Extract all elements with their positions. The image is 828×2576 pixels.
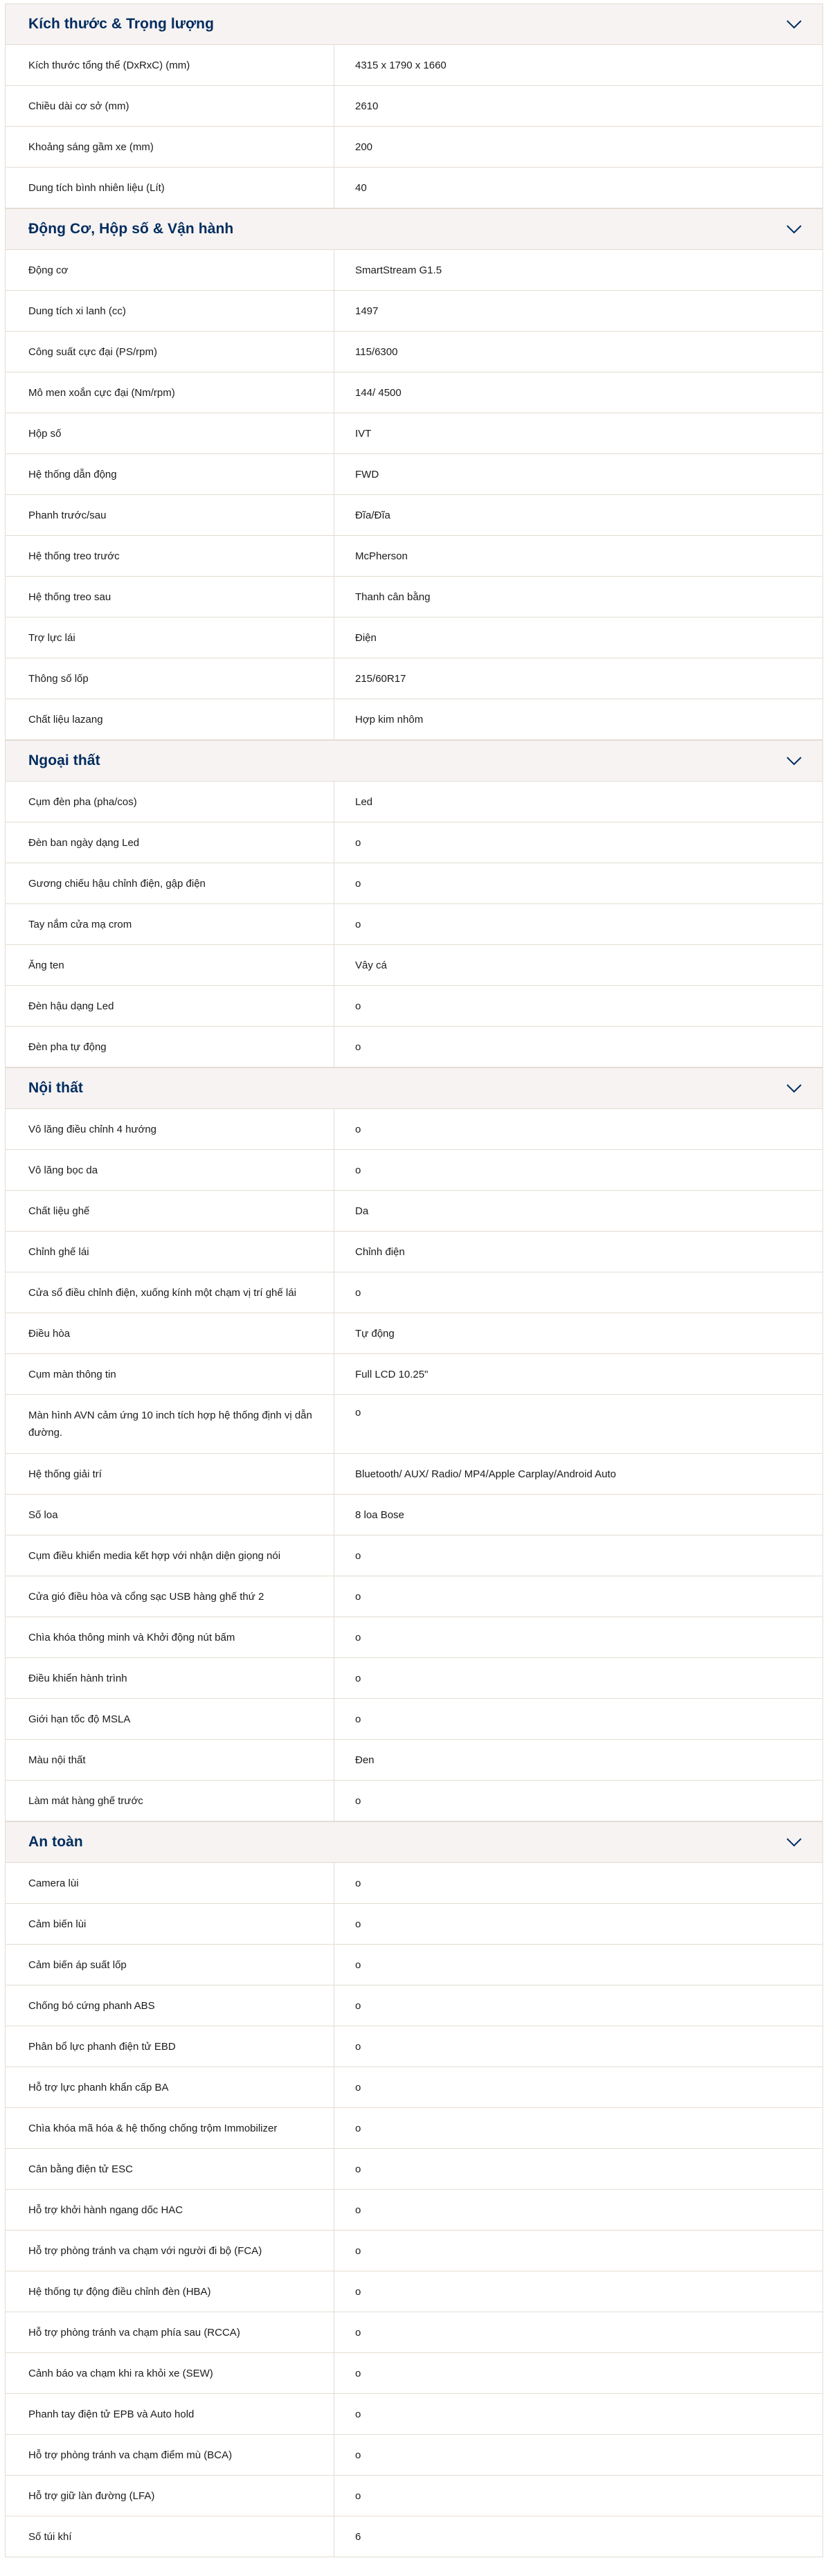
spec-value: o [355,2326,361,2339]
spec-row [6,1232,822,1272]
spec-label: Cửa gió điều hòa và cổng sạc USB hàng ghế thứ 2 [6,1576,334,1616]
spec-row [6,127,822,168]
spec-value: Đen [355,1754,375,1766]
spec-value: IVT [355,427,372,440]
spec-label: Cảnh báo va chạm khi ra khỏi xe (SEW) [6,2353,334,2393]
spec-value: o [355,2489,361,2502]
spec-row [6,1150,822,1191]
spec-row [6,2026,822,2067]
spec-label: Công suất cực đại (PS/rpm) [6,332,334,372]
spec-value: o [355,1549,361,1562]
spec-label: Hỗ trợ phòng tránh va chạm với người đi bộ (FCA) [6,2231,334,2271]
spec-value: o [355,2040,361,2053]
spec-label: Ăng ten [6,945,334,985]
specifications-table [5,3,823,2557]
spec-value: o [355,1958,361,1971]
spec-label: Camera lùi [6,1863,334,1903]
spec-value: Led [355,795,373,808]
spec-row [6,536,822,577]
spec-label: Phanh trước/sau [6,495,334,535]
section-header-toggle[interactable] [6,3,822,45]
spec-row [6,658,822,699]
spec-value: o [355,1407,361,1418]
spec-row [6,2435,822,2476]
spec-row [6,2516,822,2557]
spec-value: o [355,2163,361,2175]
chevron-down-icon[interactable] [785,755,803,766]
spec-row [6,1985,822,2026]
spec-row [6,1454,822,1495]
spec-label: Số túi khí [6,2516,334,2557]
spec-label: Cảm biến lùi [6,1904,334,1944]
spec-value: Hợp kim nhôm [355,713,424,726]
spec-row [6,332,822,372]
spec-row [6,291,822,332]
spec-row [6,454,822,495]
spec-label: Chất liệu ghế [6,1191,334,1231]
spec-label: Hệ thống tự động điều chỉnh đèn (HBA) [6,2271,334,2312]
spec-label: Số loa [6,1495,334,1535]
spec-label: Điều hòa [6,1313,334,1353]
spec-row [6,2067,822,2108]
spec-value: o [355,836,361,849]
spec-label: Cụm đèn pha (pha/cos) [6,782,334,822]
spec-label: Điều khiển hành trình [6,1658,334,1698]
spec-row [6,1863,822,1904]
spec-label: Vô lăng bọc da [6,1150,334,1190]
spec-row [6,2271,822,2312]
spec-row [6,2476,822,2516]
spec-label: Chỉnh ghế lái [6,1232,334,1272]
spec-row [6,1740,822,1781]
spec-row [6,1313,822,1354]
spec-value: o [355,1631,361,1643]
spec-row [6,1904,822,1945]
spec-label: Gương chiếu hậu chỉnh điện, gập điện [6,863,334,903]
spec-section [5,208,823,740]
spec-row [6,945,822,986]
spec-value: Chỉnh điện [355,1245,405,1258]
spec-section [5,1821,823,2557]
spec-label: Cụm màn thông tin [6,1354,334,1394]
spec-value: Da [355,1205,369,1217]
spec-row [6,1699,822,1740]
spec-row [6,2108,822,2149]
spec-row [6,863,822,904]
spec-value: o [355,1000,361,1012]
spec-label: Hỗ trợ khởi hành ngang dốc HAC [6,2190,334,2230]
spec-value: 1497 [355,305,379,317]
spec-value: o [355,2408,361,2420]
spec-row [6,45,822,86]
spec-value: Đĩa/Đĩa [355,509,390,521]
spec-value: 215/60R17 [355,672,406,685]
spec-row [6,86,822,127]
spec-label: Mô men xoắn cực đại (Nm/rpm) [6,372,334,413]
spec-label: Phanh tay điện tử EPB và Auto hold [6,2394,334,2434]
spec-row [6,1109,822,1150]
spec-label: Chống bó cứng phanh ABS [6,1985,334,2026]
spec-label: Hỗ trợ giữ làn đường (LFA) [6,2476,334,2516]
spec-label: Hệ thống dẫn động [6,454,334,494]
spec-row [6,1395,822,1454]
spec-value: 8 loa Bose [355,1508,404,1521]
spec-value: Vây cá [355,959,387,971]
spec-label: Trợ lực lái [6,618,334,658]
section-header-toggle[interactable] [6,208,822,250]
section-title: Động Cơ, Hộp số & Vận hành [28,221,234,237]
spec-row [6,782,822,822]
spec-value: o [355,2204,361,2216]
spec-row [6,2231,822,2271]
spec-label: Vô lăng điều chỉnh 4 hướng [6,1109,334,1149]
spec-row [6,618,822,658]
spec-value: FWD [355,468,379,480]
spec-value: o [355,877,361,890]
spec-section [5,3,823,208]
spec-value: 2610 [355,100,379,112]
chevron-down-icon[interactable] [785,19,803,30]
spec-label: Cụm điều khiển media kết hợp với nhận diện giọng nói [6,1535,334,1576]
spec-row [6,1495,822,1535]
section-header-toggle[interactable] [6,1068,822,1109]
spec-row [6,413,822,454]
spec-value: o [355,2122,361,2134]
spec-value: o [355,1164,361,1176]
chevron-down-icon[interactable] [785,1083,803,1094]
spec-value: o [355,1877,361,1889]
spec-value: o [355,1672,361,1684]
spec-row [6,168,822,208]
spec-value: SmartStream G1.5 [355,264,442,276]
spec-value: o [355,2449,361,2461]
spec-label: Chiều dài cơ sở (mm) [6,86,334,126]
spec-label: Hỗ trợ phòng tránh va chạm phía sau (RCCA) [6,2312,334,2352]
spec-label: Màn hình AVN cảm ứng 10 inch tích hợp hệ thống định vị dẫn đường. [6,1395,334,1453]
spec-row [6,904,822,945]
spec-value: o [355,2081,361,2093]
spec-label: Động cơ [6,250,334,290]
spec-row [6,1272,822,1313]
spec-label: Hệ thống treo trước [6,536,334,576]
spec-label: Làm mát hàng ghế trước [6,1781,334,1821]
spec-row [6,2312,822,2353]
spec-value: o [355,1123,361,1135]
spec-row [6,1027,822,1068]
spec-label: Màu nội thất [6,1740,334,1780]
spec-value: 6 [355,2530,361,2543]
spec-value: Tự động [355,1327,395,1340]
spec-value: Full LCD 10.25" [355,1368,429,1380]
spec-row [6,1781,822,1821]
spec-row [6,1658,822,1699]
spec-value: o [355,2244,361,2257]
spec-value: o [355,1713,361,1725]
section-title: Ngoại thất [28,753,100,768]
spec-row [6,577,822,618]
spec-label: Cân bằng điện tử ESC [6,2149,334,2189]
spec-value: o [355,1286,361,1299]
section-title: Nội thất [28,1080,83,1096]
spec-row [6,2149,822,2190]
spec-row [6,372,822,413]
spec-row [6,1617,822,1658]
spec-value: o [355,918,361,930]
spec-label: Chất liệu lazang [6,699,334,739]
spec-row [6,1191,822,1232]
spec-value: o [355,1590,361,1603]
spec-row [6,1535,822,1576]
spec-value: Thanh cân bằng [355,591,431,603]
section-header-toggle[interactable] [6,1821,822,1863]
spec-row [6,2353,822,2394]
spec-row [6,986,822,1027]
spec-row [6,2190,822,2231]
section-title: Kích thước & Trọng lượng [28,16,214,32]
spec-label: Cảm biến áp suất lốp [6,1945,334,1985]
spec-label: Dung tích bình nhiên liệu (Lít) [6,168,334,208]
spec-label: Đèn pha tự động [6,1027,334,1067]
spec-label: Hộp số [6,413,334,453]
spec-value: McPherson [355,550,408,562]
section-title: An toàn [28,1834,83,1850]
spec-row [6,822,822,863]
spec-value: Điện [355,631,377,644]
spec-row [6,1945,822,1985]
spec-label: Hệ thống giải trí [6,1454,334,1494]
spec-section [5,1068,823,1821]
spec-label: Giới hạn tốc độ MSLA [6,1699,334,1739]
spec-label: Dung tích xi lanh (cc) [6,291,334,331]
spec-label: Cửa sổ điều chỉnh điện, xuống kính một chạm vị trí ghế lái [6,1272,334,1313]
spec-value: 115/6300 [355,345,398,358]
spec-row [6,2394,822,2435]
spec-label: Tay nắm cửa mạ crom [6,904,334,944]
spec-value: 144/ 4500 [355,386,402,399]
spec-value: o [355,2285,361,2298]
spec-label: Chìa khóa thông minh và Khởi động nút bấm [6,1617,334,1657]
spec-value: 200 [355,141,373,153]
spec-row [6,250,822,291]
spec-section [5,740,823,1068]
spec-row [6,495,822,536]
spec-row [6,1354,822,1395]
spec-value: o [355,1041,361,1053]
spec-label: Khoảng sáng gầm xe (mm) [6,127,334,167]
spec-value: 40 [355,181,367,194]
spec-label: Hỗ trợ phòng tránh va chạm điểm mù (BCA) [6,2435,334,2475]
spec-value: o [355,1999,361,2012]
chevron-down-icon[interactable] [785,224,803,235]
spec-label: Hệ thống treo sau [6,577,334,617]
spec-row [6,1576,822,1617]
spec-value: o [355,2367,361,2379]
spec-label: Chìa khóa mã hóa & hệ thống chống trộm Immobilizer [6,2108,334,2148]
spec-label: Đèn hậu dạng Led [6,986,334,1026]
spec-label: Đèn ban ngày dạng Led [6,822,334,863]
spec-label: Phân bổ lực phanh điện tử EBD [6,2026,334,2066]
spec-value: Bluetooth/ AUX/ Radio/ MP4/Apple Carplay/Android Auto [355,1468,616,1480]
spec-value: 4315 x 1790 x 1660 [355,59,447,71]
section-header-toggle[interactable] [6,740,822,782]
spec-label: Hỗ trợ lực phanh khẩn cấp BA [6,2067,334,2107]
spec-value: o [355,1794,361,1807]
spec-row [6,699,822,740]
chevron-down-icon[interactable] [785,1837,803,1848]
spec-label: Kích thước tổng thể (DxRxC) (mm) [6,45,334,85]
spec-value: o [355,1918,361,1930]
spec-label: Thông số lốp [6,658,334,699]
